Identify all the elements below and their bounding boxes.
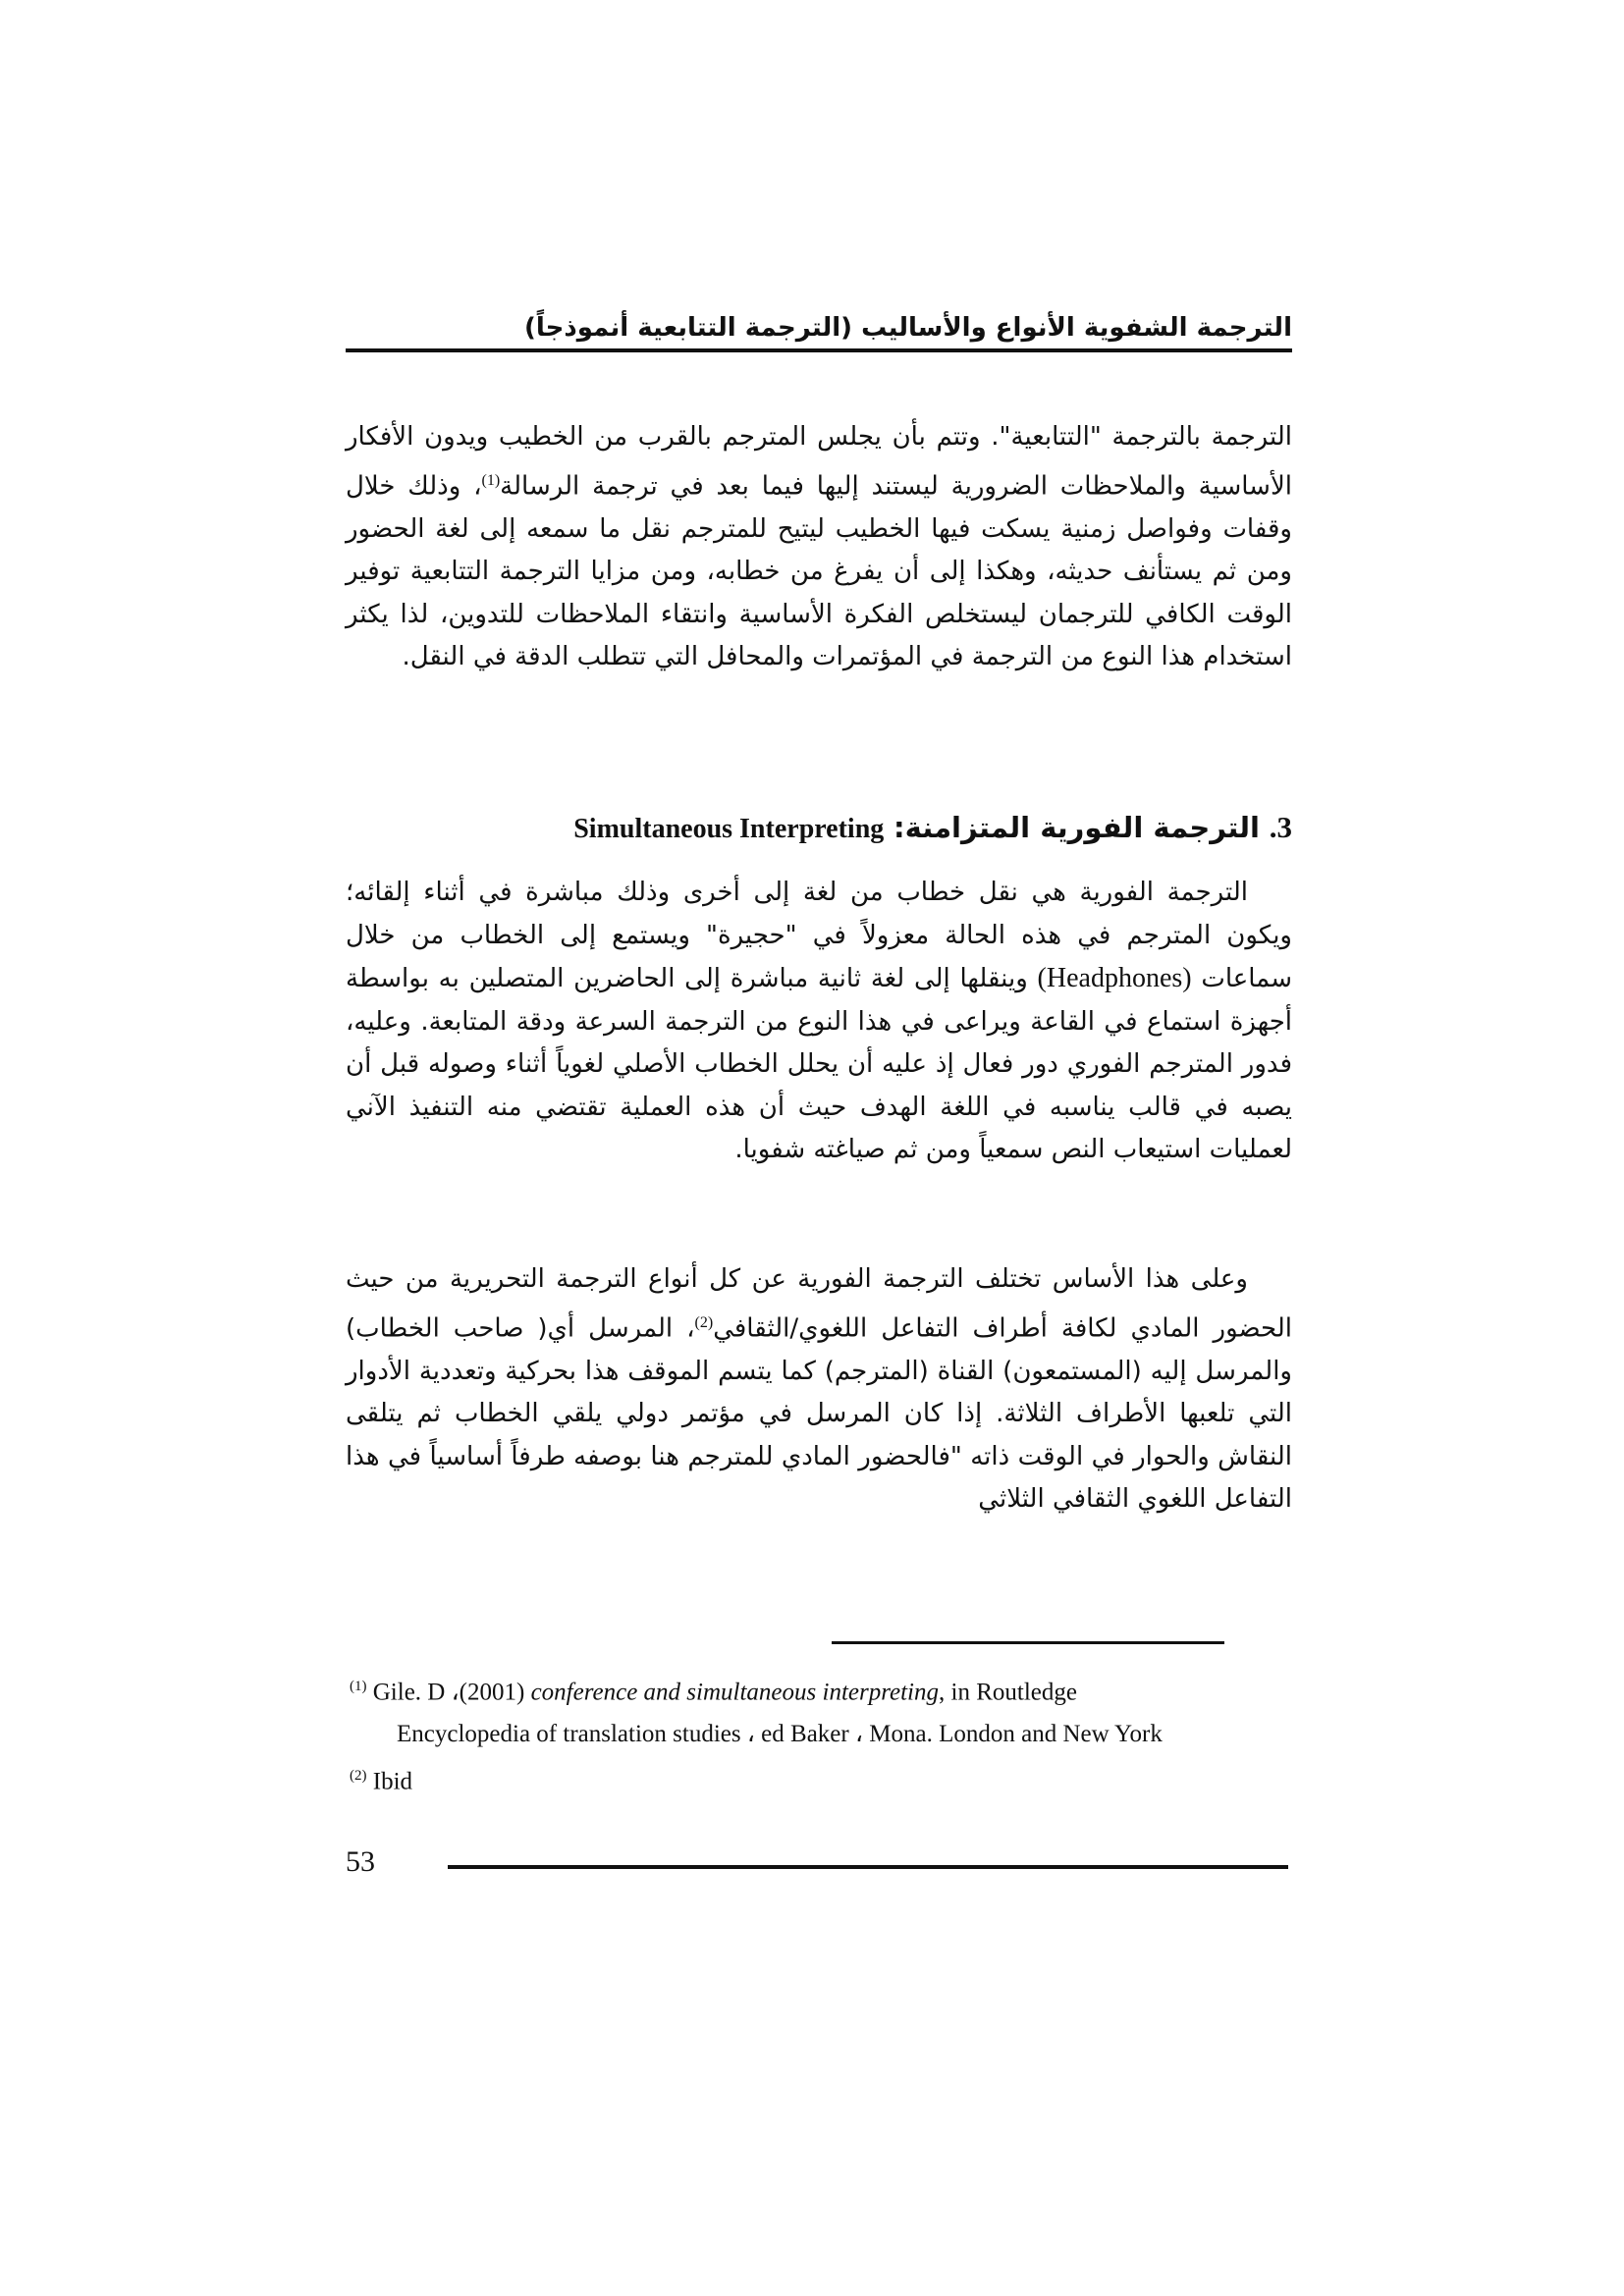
footnote-1-text-a: Gile. D ،(2001) — [372, 1679, 531, 1706]
footnote-1-text-b: , in Routledge — [939, 1679, 1077, 1706]
footnote-ref-2: (2) — [694, 1313, 714, 1331]
section-title-english: Simultaneous Interpreting — [573, 814, 885, 844]
page-number: 53 — [346, 1845, 375, 1878]
footnote-2 — [350, 1755, 1288, 1802]
paragraph-3-text-a: وعلى هذا الأساس تختلف الترجمة الفورية عن كل أنواع الترجمة التحريرية من حيث الحضور المادي لكافة أطراف التفاعل اللغوي/الثقافي — [346, 1264, 1292, 1344]
footnote-2-text: Ibid — [372, 1768, 413, 1795]
paragraph-1 — [346, 416, 1292, 679]
paragraph-3 — [346, 1258, 1292, 1522]
footnote-2-number: (2) — [350, 1768, 367, 1785]
footnote-ref-1: (1) — [481, 471, 501, 489]
paragraph-1-text-b: ، وذلك خلال وقفات وفواصل زمنية يسكت فيها الخطيب ليتيح للمترجم نقل ما سمعه إلى لغة الحضور ومن ثم يستأنف حديثه، وهكذا إلى أن يفرغ من خطابه، ومن مزايا الترجمة التتابعية توفير الوقت الكافي للترجمان ليستخلص الفكرة الأساسية وانتقاء الملاحظات للتدوين، لذا يكثر استخدام هذا النوع من الترجمة في المؤتمرات والمحافل التي تتطلب الدقة في النقل. — [346, 471, 1292, 672]
footnote-1-number: (1) — [350, 1679, 367, 1694]
footnote-1-continuation: Encyclopedia of translation studies ، ed Baker ، Mona. London and New York — [397, 1721, 1163, 1748]
section-title-arabic: الترجمة الفورية المتزامنة: — [893, 811, 1260, 844]
paragraph-2-text-a: الترجمة الفورية هي نقل خطاب من لغة إلى أخرى وذلك مباشرة في أثناء إلقائه؛ ويكون المترجم في هذه الحالة معزولاً في "حجيرة" ويستمع إلى الخطاب من خلال سماعات — [346, 878, 1292, 993]
paragraph-3-text-b: ، المرسل أي( صاحب الخطاب) والمرسل إليه (المستمعون) القناة (المترجم) كما يتسم الموقف هذا بحركية وتعددية الأدوار التي تلعبها الأطراف الثلاثة. إذا كان المرسل في مؤتمر دولي يلقي الخطاب ثم يتلقى النقاش والحوار في الوقت ذاته "فالحضور المادي للمترجم هنا بوصفه طرفاً أساسياً في هذا التفاعل اللغوي الثقافي الثلاثي — [346, 1313, 1292, 1515]
footer-rule — [448, 1865, 1288, 1869]
section-number: 3. — [1269, 810, 1292, 844]
footnote-separator — [832, 1641, 1224, 1644]
paragraph-2-latin: (Headphones) — [1037, 963, 1192, 993]
paragraph-2-text-b: وينقلها إلى لغة ثانية مباشرة إلى الحاضرين المتصلين به بواسطة أجهزة استماع في القاعة ويراعى في هذا النوع من الترجمة السرعة ودقة المتابعة. وعليه، فدور المترجم الفوري دور فعال إذ عليه أن يحلل الخطاب الأصلي لغوياً أثناء وصوله قبل أن يصبه في قالب يناسبه في اللغة الهدف حيث أن هذه العملية تقتضي منه التنفيذ الآني لعمليات استيعاب النص سمعياً ومن ثم صياغته شفويا. — [346, 964, 1292, 1164]
footnotes — [350, 1666, 1288, 1803]
paragraph-2 — [346, 872, 1292, 1172]
paragraph-1-text-a: الترجمة بالترجمة "التتابعية". وتتم بأن يجلس المترجم بالقرب من الخطيب ويدون الأفكار الأساسية والملاحظات الضرورية ليستند إليها فيما بعد في ترجمة الرسالة — [346, 422, 1293, 502]
footnote-1 — [350, 1666, 1288, 1713]
running-header: الترجمة الشفوية الأنواع والأساليب (الترجمة التتابعية أنموذجاً) — [524, 313, 1292, 343]
footnote-1-italic: conference and simultaneous interpreting — [530, 1679, 940, 1706]
header-rule — [346, 348, 1292, 352]
section-heading — [346, 803, 1292, 852]
